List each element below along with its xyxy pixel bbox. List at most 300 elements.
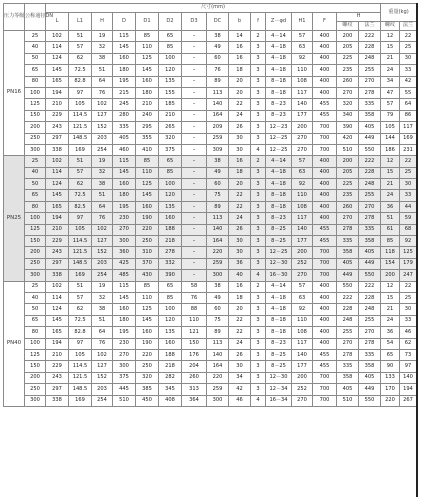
table-cell: 332: [159, 258, 182, 269]
table-cell: 20: [229, 76, 251, 87]
table-cell: 34: [381, 76, 400, 87]
table-cell: 3: [251, 292, 266, 303]
table-cell: 16: [229, 42, 251, 53]
table-cell: 63: [292, 167, 313, 178]
table-cell: 270: [292, 395, 313, 406]
table-cell: 102: [92, 224, 113, 235]
table-cell: 75: [207, 190, 229, 201]
table-cell: 165: [46, 327, 69, 338]
table-cell: 4－18: [266, 292, 292, 303]
table-cell: 22: [229, 201, 251, 212]
table-cell: 220: [136, 224, 159, 235]
table-cell: 148.5: [69, 133, 92, 144]
table-cell: 145: [46, 65, 69, 76]
table-cell: 12－30: [266, 372, 292, 383]
table-cell: 80: [25, 327, 46, 338]
table-cell: 18: [229, 65, 251, 76]
table-cell: 64: [92, 201, 113, 212]
table-cell: –: [182, 190, 207, 201]
table-cell: 700: [313, 144, 337, 155]
header-weight: 重量(kg): [381, 4, 417, 22]
table-cell: 125: [136, 304, 159, 315]
header-col: D3: [182, 13, 207, 31]
table-cell: 46: [229, 395, 251, 406]
table-cell: 455: [313, 349, 337, 360]
table-cell: 4－18: [266, 53, 292, 64]
table-cell: 229: [46, 361, 69, 372]
table-cell: 3: [251, 258, 266, 269]
table-cell: 97: [69, 213, 92, 224]
table-cell: 4－14: [266, 156, 292, 167]
table-cell: 3: [251, 87, 266, 98]
table-cell: 185: [159, 99, 182, 110]
table-cell: 220: [136, 349, 159, 360]
table-row: [4, 53, 417, 64]
table-cell: 245: [113, 99, 136, 110]
table-cell: 188: [159, 224, 182, 235]
table-cell: 89: [207, 76, 229, 87]
table-cell: 200: [337, 31, 359, 42]
table-cell: 247: [400, 270, 417, 281]
table-cell: 313: [182, 384, 207, 395]
table-cell: 49: [207, 42, 229, 53]
table-cell: 310: [136, 247, 159, 258]
table-cell: –: [182, 236, 207, 247]
table-cell: 100: [25, 213, 46, 224]
table-cell: 80: [25, 76, 46, 87]
table-cell: 3: [251, 201, 266, 212]
table-cell: 400: [313, 167, 337, 178]
table-cell: 40: [229, 270, 251, 281]
table-cell: 22: [400, 31, 417, 42]
table-cell: 4－14: [266, 31, 292, 42]
header-col: L: [46, 13, 69, 31]
table-cell: –: [182, 167, 207, 178]
table-cell: 3: [251, 65, 266, 76]
table-cell: 40: [25, 42, 46, 53]
table-cell: 186: [381, 144, 400, 155]
table-cell: 165: [46, 76, 69, 87]
table-cell: –: [182, 110, 207, 121]
table-cell: 30: [229, 247, 251, 258]
table-cell: 400: [313, 190, 337, 201]
table-cell: 449: [359, 384, 381, 395]
table-cell: 8－18: [266, 87, 292, 98]
table-cell: 110: [292, 65, 313, 76]
table-row: [4, 327, 417, 338]
table-cell: –: [182, 156, 207, 167]
table-cell: 278: [359, 87, 381, 98]
table-cell: 92: [292, 304, 313, 315]
table-cell: 85: [159, 292, 182, 303]
table-cell: 320: [159, 133, 182, 144]
table-cell: 270: [359, 327, 381, 338]
table-row: [4, 122, 417, 133]
table-cell: 38: [92, 53, 113, 64]
table-cell: 68: [400, 224, 417, 235]
table-cell: 12: [381, 156, 400, 167]
table-cell: 282: [159, 372, 182, 383]
table-cell: 30: [400, 304, 417, 315]
table-cell: 113: [207, 87, 229, 98]
table-cell: 449: [337, 270, 359, 281]
table-cell: 400: [313, 31, 337, 42]
table-row: [4, 247, 417, 258]
table-cell: 22: [400, 156, 417, 167]
table-row: [4, 31, 417, 42]
table-cell: 260: [337, 76, 359, 87]
table-row: [4, 372, 417, 383]
table-cell: 255: [359, 190, 381, 201]
table-cell: 300: [113, 361, 136, 372]
table-cell: 51: [92, 315, 113, 326]
table-cell: 105: [69, 349, 92, 360]
table-cell: 140: [207, 224, 229, 235]
table-cell: 125: [136, 179, 159, 190]
table-cell: 21: [381, 304, 400, 315]
table-cell: –: [182, 99, 207, 110]
table-cell: 340: [337, 110, 359, 121]
table-cell: 108: [292, 76, 313, 87]
table-row: [4, 395, 417, 406]
table-cell: 358: [359, 236, 381, 247]
table-cell: 117: [400, 122, 417, 133]
table-cell: 200: [337, 156, 359, 167]
table-cell: 259: [207, 133, 229, 144]
table-cell: 105: [69, 99, 92, 110]
table-cell: 124: [46, 53, 69, 64]
table-cell: 455: [313, 224, 337, 235]
table-cell: 215: [113, 87, 136, 98]
table-cell: 120: [159, 65, 182, 76]
table-cell: 400: [313, 338, 337, 349]
table-cell: 76: [92, 338, 113, 349]
table-cell: 364: [182, 395, 207, 406]
table-cell: 92: [292, 179, 313, 190]
table-cell: 204: [182, 361, 207, 372]
table-cell: –: [182, 122, 207, 133]
table-cell: 400: [313, 315, 337, 326]
table-cell: 76: [92, 87, 113, 98]
table-row: [4, 338, 417, 349]
table-cell: 203: [92, 258, 113, 269]
table-cell: 30: [400, 179, 417, 190]
table-cell: 105: [69, 224, 92, 235]
table-cell: 250: [25, 384, 46, 395]
table-cell: 125: [25, 349, 46, 360]
table-cell: 125: [400, 247, 417, 258]
table-cell: 105: [381, 122, 400, 133]
table-cell: 8－25: [266, 361, 292, 372]
table-cell: 164: [207, 110, 229, 121]
header-dimensions: 尺寸(mm): [46, 4, 381, 13]
table-cell: 59: [400, 213, 417, 224]
table-cell: 72.5: [69, 190, 92, 201]
table-cell: 270: [359, 76, 381, 87]
table-cell: 100: [25, 87, 46, 98]
table-cell: 400: [313, 87, 337, 98]
table-cell: 195: [113, 327, 136, 338]
table-cell: 12: [381, 31, 400, 42]
table-row: [4, 156, 417, 167]
table-cell: 50: [25, 179, 46, 190]
table-cell: 113: [207, 213, 229, 224]
table-cell: 152: [92, 122, 113, 133]
table-cell: 8－18: [266, 315, 292, 326]
table-cell: 20: [229, 87, 251, 98]
table-cell: 145: [46, 315, 69, 326]
header-col: DC: [207, 13, 229, 31]
table-cell: 194: [46, 213, 69, 224]
table-cell: 100: [159, 304, 182, 315]
table-cell: 26: [229, 224, 251, 235]
table-cell: 4－18: [266, 304, 292, 315]
table-cell: 51: [69, 281, 92, 292]
table-cell: 18: [229, 167, 251, 178]
table-cell: 62: [69, 304, 92, 315]
table-cell: 24: [229, 110, 251, 121]
table-cell: 114.5: [69, 110, 92, 121]
table-cell: 252: [292, 384, 313, 395]
table-cell: 12－30: [266, 258, 292, 269]
table-cell: 25: [25, 31, 46, 42]
table-cell: 79: [381, 110, 400, 121]
table-cell: 243: [46, 372, 69, 383]
table-cell: 12: [381, 281, 400, 292]
table-cell: 62: [69, 179, 92, 190]
table-cell: 89: [207, 201, 229, 212]
table-cell: 300: [207, 395, 229, 406]
table-cell: 270: [337, 87, 359, 98]
table-cell: 50: [25, 53, 46, 64]
table-cell: –: [182, 133, 207, 144]
table-cell: 85: [159, 167, 182, 178]
table-cell: 160: [136, 76, 159, 87]
table-cell: 25: [400, 167, 417, 178]
table-cell: 449: [359, 133, 381, 144]
table-cell: 420: [337, 133, 359, 144]
table-cell: 124: [46, 304, 69, 315]
table-cell: 51: [92, 190, 113, 201]
table-cell: 222: [359, 281, 381, 292]
table-body: [4, 31, 417, 407]
table-cell: 300: [113, 236, 136, 247]
table-cell: 405: [359, 372, 381, 383]
header-sub: 螺纹: [381, 22, 400, 31]
pressure-class-label: PN25: [4, 156, 25, 281]
table-cell: 57: [69, 42, 92, 53]
table-cell: 430: [136, 270, 159, 281]
table-cell: 164: [207, 236, 229, 247]
table-cell: 121: [182, 327, 207, 338]
table-cell: 335: [359, 224, 381, 235]
table-cell: 145: [136, 315, 159, 326]
table-cell: 145: [113, 42, 136, 53]
header-col: f: [251, 13, 266, 31]
table-cell: 8－18: [266, 76, 292, 87]
table-cell: 30: [229, 133, 251, 144]
table-cell: 24: [229, 338, 251, 349]
table-cell: 60: [207, 53, 229, 64]
table-cell: 3: [251, 167, 266, 178]
table-cell: 8－25: [266, 224, 292, 235]
table-cell: 12－25: [266, 133, 292, 144]
table-cell: 22: [400, 281, 417, 292]
table-cell: 280: [113, 110, 136, 121]
table-cell: 270: [337, 213, 359, 224]
table-cell: 218: [159, 236, 182, 247]
table-cell: 76: [182, 292, 207, 303]
table-cell: 64: [400, 99, 417, 110]
table-cell: 8－25: [266, 349, 292, 360]
table-cell: 270: [113, 224, 136, 235]
table-cell: 40: [25, 292, 46, 303]
table-cell: 235: [337, 190, 359, 201]
table-cell: 160: [136, 327, 159, 338]
table-cell: 3: [251, 327, 266, 338]
table-cell: 125: [136, 53, 159, 64]
table-cell: 50: [25, 304, 46, 315]
table-cell: 255: [337, 327, 359, 338]
table-cell: 57: [292, 156, 313, 167]
header-dn: 公称通径DN: [25, 4, 46, 31]
table-cell: 295: [136, 122, 159, 133]
table-cell: 110: [292, 315, 313, 326]
table-cell: 300: [25, 144, 46, 155]
table-cell: 278: [359, 213, 381, 224]
table-cell: –: [182, 270, 207, 281]
table-cell: 270: [359, 201, 381, 212]
table-cell: 140: [207, 349, 229, 360]
table-cell: 231: [400, 144, 417, 155]
table-cell: 145: [136, 65, 159, 76]
table-cell: 278: [337, 224, 359, 235]
table-cell: 60: [207, 304, 229, 315]
table-cell: 228: [359, 292, 381, 303]
table-cell: 320: [136, 372, 159, 383]
table-row: [4, 87, 417, 98]
table-cell: 65: [25, 315, 46, 326]
table-header: [4, 4, 417, 31]
table-cell: 102: [92, 99, 113, 110]
table-cell: 169: [69, 144, 92, 155]
table-cell: 65: [25, 65, 46, 76]
table-cell: 177: [292, 110, 313, 121]
table-cell: 4: [251, 395, 266, 406]
table-cell: 3: [251, 349, 266, 360]
table-cell: 38: [207, 156, 229, 167]
table-cell: 335: [113, 122, 136, 133]
table-cell: 254: [92, 270, 113, 281]
table-cell: 32: [92, 42, 113, 53]
table-cell: 3: [251, 213, 266, 224]
table-cell: 33: [400, 65, 417, 76]
table-cell: –: [182, 53, 207, 64]
table-cell: 222: [359, 156, 381, 167]
table-cell: 220: [207, 247, 229, 258]
table-cell: 455: [313, 236, 337, 247]
header-sub: 螺纹: [337, 22, 359, 31]
table-cell: 110: [292, 190, 313, 201]
table-cell: 235: [337, 65, 359, 76]
table-cell: 243: [46, 122, 69, 133]
table-cell: 65: [25, 190, 46, 201]
table-cell: 194: [400, 384, 417, 395]
table-cell: 92: [400, 236, 417, 247]
table-cell: 114: [46, 292, 69, 303]
table-row: [4, 201, 417, 212]
table-cell: 338: [46, 395, 69, 406]
header-sub: 法兰: [359, 22, 381, 31]
table-cell: 102: [46, 31, 69, 42]
table-cell: 210: [46, 349, 69, 360]
table-cell: 127: [92, 361, 113, 372]
table-cell: 230: [113, 213, 136, 224]
table-cell: 445: [113, 384, 136, 395]
table-cell: 135: [159, 201, 182, 212]
table-cell: 195: [113, 76, 136, 87]
table-cell: 36: [381, 327, 400, 338]
right-border: [416, 3, 418, 497]
table-cell: 3: [251, 133, 266, 144]
table-cell: 49: [207, 292, 229, 303]
table-cell: 54: [381, 338, 400, 349]
table-cell: 8－18: [266, 327, 292, 338]
table-cell: 76: [207, 65, 229, 76]
table-cell: 140: [292, 224, 313, 235]
table-cell: 160: [113, 179, 136, 190]
table-cell: 85: [136, 31, 159, 42]
table-cell: 8－18: [266, 201, 292, 212]
header-sub: 法兰: [400, 22, 417, 31]
table-cell: 300: [25, 270, 46, 281]
table-cell: 240: [136, 110, 159, 121]
table-cell: 255: [359, 315, 381, 326]
table-cell: 65: [159, 156, 182, 167]
table-cell: 4－18: [266, 179, 292, 190]
table-cell: –: [182, 224, 207, 235]
table-row: [4, 65, 417, 76]
table-cell: 338: [46, 270, 69, 281]
table-cell: 209: [207, 122, 229, 133]
table-cell: 150: [25, 236, 46, 247]
table-cell: 485: [113, 270, 136, 281]
table-cell: 30: [400, 53, 417, 64]
table-cell: 148.5: [69, 384, 92, 395]
table-cell: 355: [136, 133, 159, 144]
table-cell: 72.5: [69, 315, 92, 326]
table-cell: 124: [46, 179, 69, 190]
table-cell: 195: [113, 201, 136, 212]
table-cell: 180: [113, 190, 136, 201]
table-cell: 152: [92, 372, 113, 383]
table-cell: 150: [25, 361, 46, 372]
table-cell: 140: [207, 99, 229, 110]
table-cell: 38: [207, 31, 229, 42]
table-cell: –: [182, 213, 207, 224]
table-cell: 3: [251, 42, 266, 53]
table-cell: 42: [229, 384, 251, 395]
table-cell: 20: [229, 179, 251, 190]
table-cell: 228: [359, 42, 381, 53]
table-cell: 510: [113, 395, 136, 406]
table-row: [4, 99, 417, 110]
table-cell: 335: [359, 349, 381, 360]
table-cell: 229: [46, 110, 69, 121]
table-cell: 405: [337, 384, 359, 395]
table-cell: 255: [359, 65, 381, 76]
table-cell: 300: [207, 270, 229, 281]
